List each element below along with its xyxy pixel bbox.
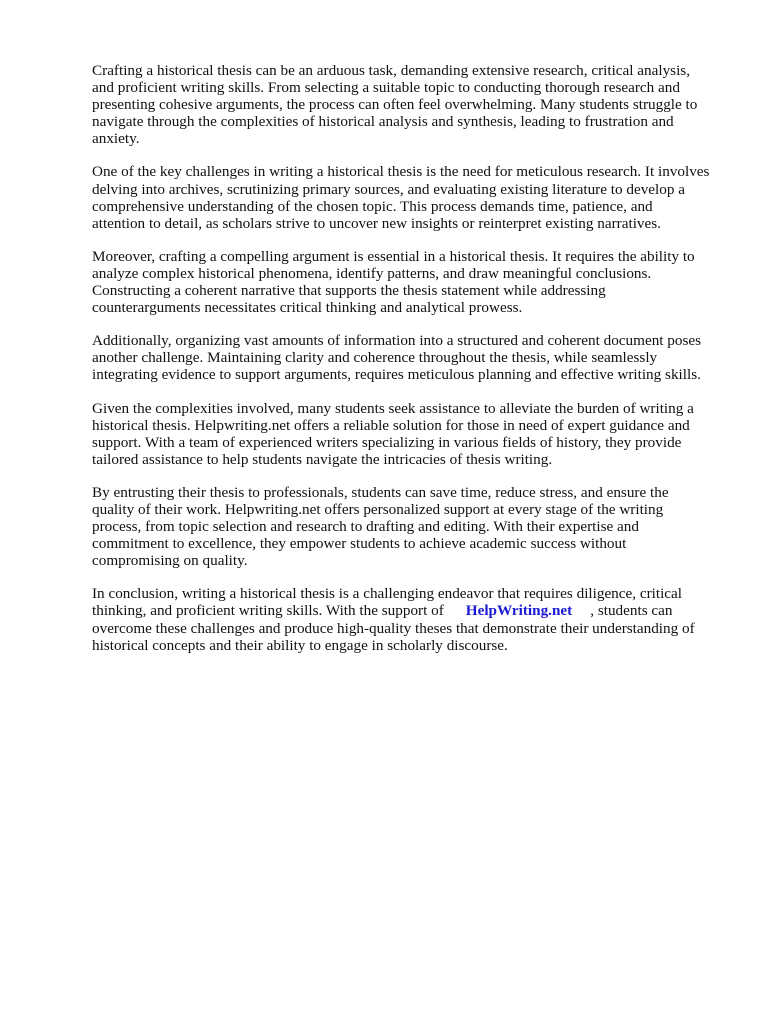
text-line: commitment to excellence, they empower students to achieve academic success without bbox=[92, 535, 627, 553]
text-line-with-link bbox=[92, 602, 732, 619]
text-line: anxiety. bbox=[92, 130, 140, 148]
text-line: counterarguments necessitates critical thinking and analytical prowess. bbox=[92, 299, 523, 317]
paragraph-research bbox=[92, 163, 732, 231]
text-line: In conclusion, writing a historical thesis is a challenging endeavor that requires diligence, critical bbox=[92, 585, 683, 603]
text-line: process, from topic selection and research to drafting and editing. With their expertise and bbox=[92, 518, 639, 536]
paragraph-intro bbox=[92, 62, 732, 147]
paragraph-organization bbox=[92, 332, 732, 383]
text-line: By entrusting their thesis to professionals, students can save time, reduce stress, and ensure the bbox=[92, 483, 669, 501]
text-line: support. With a team of experienced writers specializing in various fields of history, they provide bbox=[92, 433, 682, 451]
text-before-link: thinking, and proficient writing skills. With the support of bbox=[92, 602, 444, 620]
text-line: Crafting a historical thesis can be an arduous task, demanding extensive research, critical analysis, bbox=[92, 62, 691, 79]
text-line: historical concepts and their ability to engage in scholarly discourse. bbox=[92, 636, 508, 654]
paragraph-professionals bbox=[92, 484, 732, 569]
text-line: another challenge. Maintaining clarity and coherence throughout the thesis, while seamlessly bbox=[92, 349, 658, 367]
text-line: historical thesis. Helpwriting.net offers a reliable solution for those in need of expert guidance and bbox=[92, 416, 690, 434]
text-line: tailored assistance to help students navigate the intricacies of thesis writing. bbox=[92, 450, 553, 468]
text-line: Moreover, crafting a compelling argument is essential in a historical thesis. It requires the ability to bbox=[92, 247, 695, 265]
text-line: quality of their work. Helpwriting.net offers personalized support at every stage of the writing bbox=[92, 500, 664, 518]
document-body bbox=[92, 62, 732, 670]
text-line: comprehensive understanding of the chosen topic. This process demands time, patience, and bbox=[92, 197, 653, 215]
text-line: navigate through the complexities of historical analysis and synthesis, leading to frustration and bbox=[92, 113, 674, 131]
text-line: delving into archives, scrutinizing primary sources, and evaluating existing literature to develop a bbox=[92, 180, 685, 198]
text-line: Constructing a coherent narrative that supports the thesis statement while addressing bbox=[92, 282, 606, 300]
paragraph-conclusion bbox=[92, 585, 732, 653]
text-line: analyze complex historical phenomena, identify patterns, and draw meaningful conclusions. bbox=[92, 264, 652, 282]
text-line: and proficient writing skills. From selecting a suitable topic to conducting thorough research and bbox=[92, 79, 680, 97]
text-line: Additionally, organizing vast amounts of information into a structured and coherent document poses bbox=[92, 332, 702, 350]
paragraph-argument bbox=[92, 248, 732, 316]
text-line: attention to detail, as scholars strive to uncover new insights or reinterpret existing narratives. bbox=[92, 214, 661, 232]
helpwriting-link[interactable]: HelpWriting.net bbox=[465, 602, 573, 620]
text-line: compromising on quality. bbox=[92, 552, 248, 570]
text-line: integrating evidence to support arguments, requires meticulous planning and effective writing skills. bbox=[92, 366, 701, 384]
paragraph-assistance bbox=[92, 400, 732, 468]
text-after-link: , students can bbox=[590, 602, 673, 620]
text-line: One of the key challenges in writing a historical thesis is the need for meticulous research. It involves bbox=[92, 163, 710, 181]
text-line: presenting cohesive arguments, the process can often feel overwhelming. Many students struggle to bbox=[92, 96, 698, 114]
text-line: overcome these challenges and produce high-quality theses that demonstrate their understanding of bbox=[92, 619, 695, 637]
text-line: Given the complexities involved, many students seek assistance to alleviate the burden of writing a bbox=[92, 399, 694, 417]
